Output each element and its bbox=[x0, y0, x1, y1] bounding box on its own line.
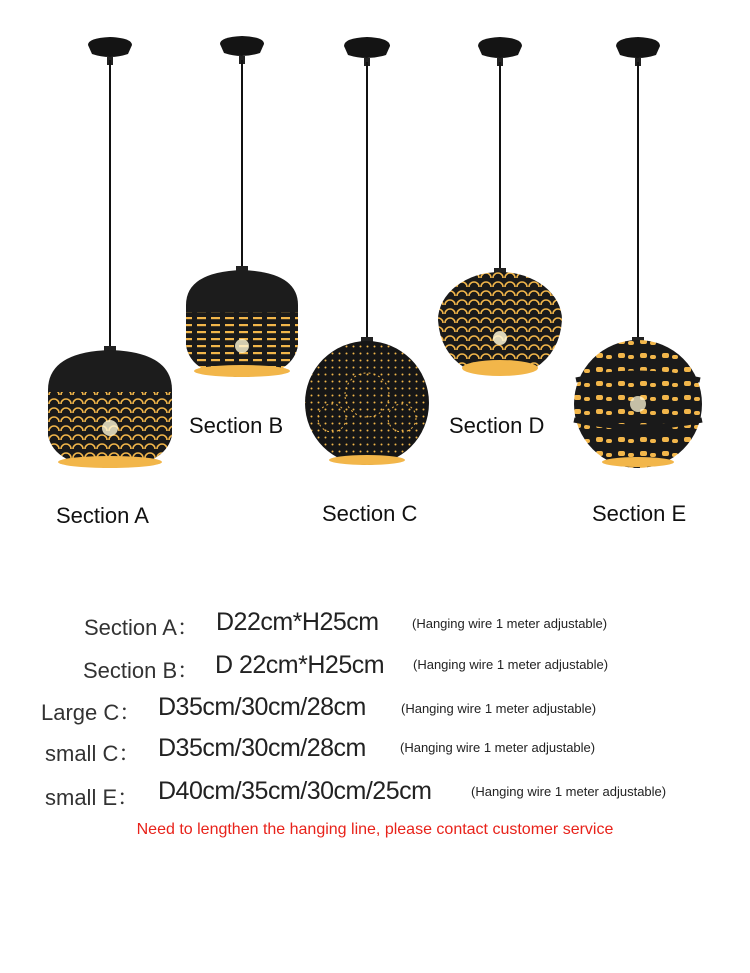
spec-name: small C： bbox=[45, 741, 141, 766]
spec-note: (Hanging wire 1 meter adjustable) bbox=[401, 701, 597, 716]
label-section-e: Section E bbox=[592, 501, 687, 526]
customer-service-notice: Need to lengthen the hanging line, please contact customer service bbox=[136, 821, 614, 838]
spec-name: Section B： bbox=[83, 658, 200, 683]
lamp-section-c bbox=[305, 37, 429, 465]
label-section-b: Section B bbox=[189, 413, 284, 438]
spec-note: (Hanging wire 1 meter adjustable) bbox=[413, 657, 609, 672]
spec-dimensions: D 22cm*H25cm bbox=[215, 651, 385, 679]
spec-dimensions: D22cm*H25cm bbox=[216, 608, 379, 636]
spec-name: Large C： bbox=[41, 700, 142, 725]
label-section-a: Section A bbox=[56, 503, 149, 528]
spec-row-large-c bbox=[0, 693, 750, 733]
spec-note: (Hanging wire 1 meter adjustable) bbox=[471, 784, 667, 799]
label-section-d: Section D bbox=[449, 413, 545, 438]
spec-name: small E： bbox=[45, 785, 140, 810]
spec-name: Section A： bbox=[84, 615, 199, 640]
spec-dimensions: D35cm/30cm/28cm bbox=[158, 693, 366, 721]
spec-row-small-e bbox=[0, 776, 750, 816]
lamp-section-b bbox=[186, 36, 298, 377]
spec-row-small-c bbox=[0, 733, 750, 773]
lamp-section-e bbox=[574, 37, 702, 468]
spec-dimensions: D35cm/30cm/28cm bbox=[158, 734, 366, 762]
spec-row-section-a bbox=[0, 608, 750, 648]
spec-note: (Hanging wire 1 meter adjustable) bbox=[400, 740, 596, 755]
lamp-section-d bbox=[438, 37, 562, 376]
lamp-section-a bbox=[48, 37, 172, 468]
spec-row-section-b bbox=[0, 650, 750, 690]
spec-dimensions: D40cm/35cm/30cm/25cm bbox=[158, 777, 432, 805]
spec-note: (Hanging wire 1 meter adjustable) bbox=[412, 616, 608, 631]
label-section-c: Section C bbox=[322, 501, 418, 526]
